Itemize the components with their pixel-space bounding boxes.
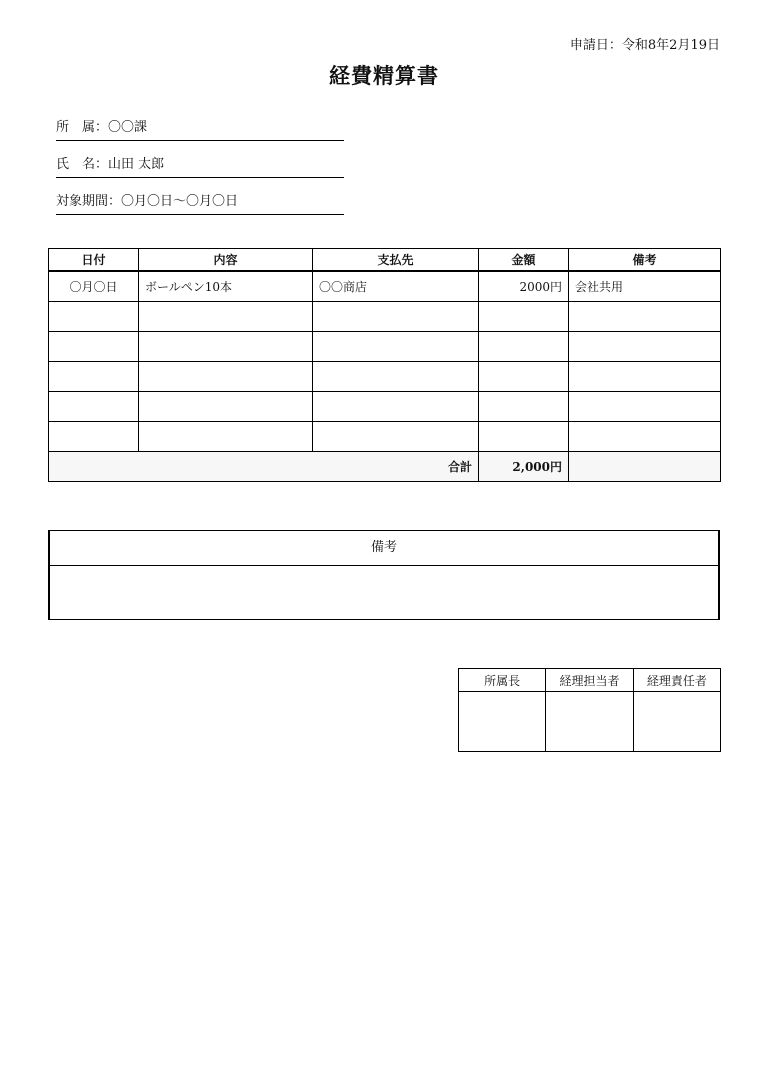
column-header-content: 内容 bbox=[139, 249, 313, 272]
application-date: 申請日：令和8年2月19日 bbox=[569, 38, 720, 53]
period-field[interactable] bbox=[56, 192, 344, 215]
cell-note[interactable] bbox=[569, 302, 721, 332]
department-text: 所 属：〇〇課 bbox=[56, 120, 148, 135]
stamp-box-accounting-manager[interactable] bbox=[633, 692, 720, 752]
expense-table bbox=[48, 248, 721, 482]
cell-date[interactable] bbox=[49, 332, 139, 362]
cell-amount[interactable] bbox=[479, 362, 569, 392]
cell-date[interactable] bbox=[49, 422, 139, 452]
cell-amount[interactable] bbox=[479, 302, 569, 332]
cell-date[interactable] bbox=[49, 302, 139, 332]
cell-amount[interactable] bbox=[479, 332, 569, 362]
remarks-content[interactable] bbox=[50, 566, 718, 620]
total-note-cell bbox=[569, 452, 721, 482]
department-field[interactable] bbox=[56, 118, 344, 141]
cell-note[interactable] bbox=[569, 422, 721, 452]
cell-date[interactable] bbox=[49, 362, 139, 392]
cell-content[interactable] bbox=[139, 332, 313, 362]
cell-note[interactable] bbox=[569, 332, 721, 362]
cell-amount[interactable] bbox=[479, 392, 569, 422]
column-header-date: 日付 bbox=[49, 249, 139, 272]
remarks-label: 備考 bbox=[50, 531, 718, 566]
cell-content[interactable] bbox=[139, 362, 313, 392]
name-field[interactable] bbox=[56, 155, 344, 178]
column-header-payee: 支払先 bbox=[313, 249, 479, 272]
cell-payee[interactable] bbox=[313, 392, 479, 422]
approver-department-head: 所属長 bbox=[459, 669, 546, 692]
cell-date[interactable]: 〇月〇日 bbox=[49, 271, 139, 302]
cell-note[interactable]: 会社共用 bbox=[569, 271, 721, 302]
table-row bbox=[49, 392, 721, 422]
expense-header-row bbox=[49, 249, 721, 272]
table-row bbox=[49, 422, 721, 452]
approval-stamp-table bbox=[458, 668, 721, 752]
column-header-amount: 金額 bbox=[479, 249, 569, 272]
approver-accounting-staff: 経理担当者 bbox=[546, 669, 633, 692]
period-text: 対象期間：〇月〇日～〇月〇日 bbox=[56, 194, 239, 209]
table-row bbox=[49, 302, 721, 332]
cell-payee[interactable] bbox=[313, 422, 479, 452]
remarks-box bbox=[48, 530, 720, 620]
total-row bbox=[49, 452, 721, 482]
cell-content[interactable]: ボールペン10本 bbox=[139, 271, 313, 302]
cell-payee[interactable] bbox=[313, 362, 479, 392]
total-label: 合計 bbox=[49, 452, 479, 482]
cell-payee[interactable] bbox=[313, 332, 479, 362]
document-title: 経費精算書 bbox=[329, 63, 439, 88]
column-header-note: 備考 bbox=[569, 249, 721, 272]
total-value: 2,000円 bbox=[479, 452, 569, 482]
table-row bbox=[49, 332, 721, 362]
table-row bbox=[49, 362, 721, 392]
cell-content[interactable] bbox=[139, 422, 313, 452]
cell-payee[interactable] bbox=[313, 302, 479, 332]
stamp-box-department-head[interactable] bbox=[459, 692, 546, 752]
cell-payee[interactable]: 〇〇商店 bbox=[313, 271, 479, 302]
cell-date[interactable] bbox=[49, 392, 139, 422]
approval-stamp-row bbox=[459, 692, 721, 752]
cell-note[interactable] bbox=[569, 362, 721, 392]
approval-header-row bbox=[459, 669, 721, 692]
cell-content[interactable] bbox=[139, 302, 313, 332]
cell-content[interactable] bbox=[139, 392, 313, 422]
cell-note[interactable] bbox=[569, 392, 721, 422]
cell-amount[interactable] bbox=[479, 422, 569, 452]
approver-accounting-manager: 経理責任者 bbox=[633, 669, 720, 692]
table-row bbox=[49, 271, 721, 302]
name-text: 氏 名：山田 太郎 bbox=[56, 157, 165, 172]
cell-amount[interactable]: 2000円 bbox=[479, 271, 569, 302]
stamp-box-accounting-staff[interactable] bbox=[546, 692, 633, 752]
